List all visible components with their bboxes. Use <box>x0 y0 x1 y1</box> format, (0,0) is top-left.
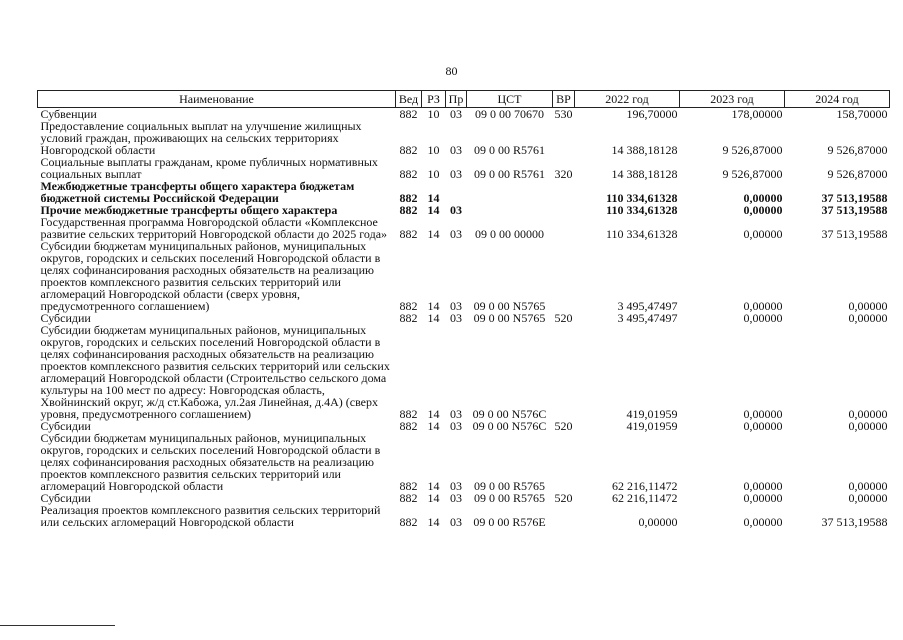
table-row <box>38 324 890 420</box>
row-2022-value: 196,70000 <box>626 107 678 121</box>
row-name: Субсидии бюджетам муниципальных районов, муниципальных округов, городских и сельских поселений Новгородской области в целях софинансирования расходных обязательств на реализацию проектов комплексного развития сельских территорий или агломераций Новгородской области (сверх уровня, предусмотренного соглашением) <box>40 239 381 313</box>
row-2023-value: 0,00000 <box>743 227 783 241</box>
row-2023-value: 0,00000 <box>743 515 783 529</box>
row-2024-value: 0,00000 <box>848 311 888 325</box>
header-cst: ЦСТ <box>467 91 553 108</box>
row-vr <box>553 180 575 204</box>
row-2023-value: 0,00000 <box>743 203 783 217</box>
row-ved: 882 <box>399 311 418 325</box>
row-2023-value: 0,00000 <box>743 191 783 205</box>
row-name: Субсидии бюджетам муниципальных районов, муниципальных округов, городских и сельских поселений Новгородской области в целях софинансирования расходных обязательств на реализацию проектов комплексного развития сельских территорий или агломераций Новгородской области <box>40 431 381 493</box>
row-2024-value: 0,00000 <box>848 491 888 505</box>
row-2022-value: 62 216,11472 <box>611 479 678 493</box>
footer-divider <box>0 625 115 626</box>
table-row <box>38 180 890 204</box>
row-cst <box>467 180 553 204</box>
row-cst <box>467 204 553 216</box>
row-2022-value: 110 334,61328 <box>606 203 678 217</box>
row-2024-value: 0,00000 <box>848 299 888 313</box>
row-rz: 14 <box>427 203 440 217</box>
table-row <box>38 240 890 312</box>
row-2022-value: 419,01959 <box>626 407 678 421</box>
row-vr <box>553 240 575 312</box>
row-cst: 09 0 00 N5765 <box>473 311 546 325</box>
row-pr: 03 <box>450 143 462 157</box>
row-2022-value: 110 334,61328 <box>606 191 678 205</box>
row-2022-value: 419,01959 <box>626 419 678 433</box>
row-2022-value: 0,00000 <box>638 515 678 529</box>
row-name: Реализация проектов комплексного развития сельских территорий или сельских агломераций Новгородской области <box>40 503 381 529</box>
row-2022-value: 3 495,47497 <box>617 311 678 325</box>
row-2022-value: 62 216,11472 <box>611 491 678 505</box>
row-rz: 14 <box>427 515 440 529</box>
row-ved: 882 <box>399 227 418 241</box>
row-ved: 882 <box>399 299 418 313</box>
header-name: Наименование <box>38 91 396 108</box>
row-2024-value: 9 526,87000 <box>827 143 888 157</box>
row-rz: 14 <box>427 311 440 325</box>
row-name: Субсидии <box>40 419 91 433</box>
row-name: Субсидии <box>40 491 91 505</box>
table-row <box>38 216 890 240</box>
header-rz: РЗ <box>422 91 446 108</box>
row-pr: 03 <box>450 107 462 121</box>
row-ved: 882 <box>399 479 418 493</box>
row-2022-value: 3 495,47497 <box>617 299 678 313</box>
row-cst: 09 0 00 R5761 <box>473 143 545 157</box>
row-ved: 882 <box>399 515 418 529</box>
row-rz: 14 <box>427 407 440 421</box>
row-vr <box>553 432 575 492</box>
row-cst: 09 0 00 R5765 <box>473 491 545 505</box>
row-rz: 14 <box>427 227 440 241</box>
table-header-row <box>38 91 890 108</box>
row-2022-value: 110 334,61328 <box>605 227 678 241</box>
row-pr: 03 <box>450 311 462 325</box>
row-name: Государственная программа Новгородской области «Комплексное развитие сельских территорий Новгородской области до 2025 года» <box>40 215 388 241</box>
header-ved: Вед <box>396 91 422 108</box>
row-2023-value: 178,00000 <box>731 107 783 121</box>
row-2024-value: 37 513,19588 <box>821 203 888 217</box>
row-cst: 09 0 00 R5765 <box>473 479 545 493</box>
row-rz: 14 <box>427 491 440 505</box>
header-2022: 2022 год <box>575 91 680 108</box>
row-name: Субвенции <box>40 107 97 121</box>
row-vr: 520 <box>554 311 573 325</box>
row-vr: 520 <box>554 491 573 505</box>
row-vr: 320 <box>554 167 573 181</box>
row-2023-value: 9 526,87000 <box>722 143 783 157</box>
row-name: Межбюджетные трансферты общего характера бюджетам бюджетной системы Российской Федерации <box>40 179 355 205</box>
row-vr: 520 <box>554 419 573 433</box>
row-2024-value: 37 513,19588 <box>821 227 888 241</box>
row-rz: 14 <box>427 191 440 205</box>
row-2023-value: 0,00000 <box>743 491 783 505</box>
header-2023: 2023 год <box>680 91 785 108</box>
row-2022-value: 14 388,18128 <box>611 143 678 157</box>
row-2023-value: 0,00000 <box>743 311 783 325</box>
row-pr <box>446 180 467 204</box>
row-2024-value: 158,70000 <box>836 107 888 121</box>
row-2024-value: 0,00000 <box>848 479 888 493</box>
budget-table <box>37 90 890 528</box>
table-row <box>38 432 890 492</box>
row-2023-value: 0,00000 <box>743 299 783 313</box>
header-pr: Пр <box>446 91 467 108</box>
row-pr: 03 <box>450 515 462 529</box>
table-row <box>38 504 890 528</box>
row-name: Социальные выплаты гражданам, кроме публичных нормативных социальных выплат <box>40 155 378 181</box>
row-2023-value: 0,00000 <box>743 407 783 421</box>
row-ved: 882 <box>399 143 418 157</box>
row-vr: 530 <box>554 107 573 121</box>
row-2024-value: 37 513,19588 <box>821 191 888 205</box>
row-vr <box>553 216 575 240</box>
row-2023-value: 9 526,87000 <box>722 167 783 181</box>
row-ved: 882 <box>399 407 418 421</box>
row-2024-value: 0,00000 <box>848 407 888 421</box>
header-2024: 2024 год <box>785 91 890 108</box>
row-name: Прочие межбюджетные трансферты общего характера <box>40 203 338 217</box>
row-pr: 03 <box>450 227 462 241</box>
row-name: Субсидии бюджетам муниципальных районов, муниципальных округов, городских и сельских поселений Новгородской области в целях софинансирования расходных обязательств на реализацию проектов комплексного развития сельских территорий или сельских агломераций Новгородской области (Строительство сельского дома культуры на 100 мест по адресу: Новгородская область, Хвойнинский округ, ж/д ст.Кабожа, ул.2ая Линейная, д.4А) (сверх уровня, предусмотренного соглашением) <box>40 323 390 421</box>
table-row <box>38 120 890 156</box>
row-name: Предоставление социальных выплат на улучшение жилищных условий граждан, проживающих на сельских территориях Новгородской области <box>40 119 362 157</box>
row-ved: 882 <box>399 491 418 505</box>
page-number: 80 <box>445 64 458 78</box>
row-2024-value: 9 526,87000 <box>827 167 888 181</box>
row-pr: 03 <box>450 203 462 217</box>
row-cst: 09 0 00 00000 <box>475 227 544 241</box>
row-vr <box>553 504 575 528</box>
row-2024-value: 37 513,19588 <box>821 515 888 529</box>
row-rz: 10 <box>427 107 440 121</box>
row-2024-value: 0,00000 <box>848 419 888 433</box>
row-pr: 03 <box>450 479 462 493</box>
row-ved: 882 <box>399 167 418 181</box>
row-cst: 09 0 00 R5761 <box>473 167 545 181</box>
row-name: Субсидии <box>40 311 91 325</box>
row-2023-value: 0,00000 <box>743 419 783 433</box>
row-vr <box>553 204 575 216</box>
row-ved: 882 <box>399 191 418 205</box>
table-body <box>38 108 890 529</box>
row-2023-value: 0,00000 <box>743 479 783 493</box>
row-rz: 14 <box>427 479 440 493</box>
row-ved: 882 <box>399 203 418 217</box>
row-cst: 09 0 00 70670 <box>475 107 544 121</box>
row-rz: 10 <box>427 143 440 157</box>
row-cst: 09 0 00 N5765 <box>473 299 546 313</box>
header-vr: ВР <box>553 91 575 108</box>
row-vr <box>553 120 575 156</box>
row-pr: 03 <box>450 299 462 313</box>
row-rz: 14 <box>427 419 440 433</box>
row-pr: 03 <box>450 167 462 181</box>
row-rz: 10 <box>427 167 440 181</box>
row-pr: 03 <box>450 491 462 505</box>
row-cst: 09 0 00 N576C <box>472 419 547 433</box>
row-pr: 03 <box>450 407 462 421</box>
row-pr: 03 <box>450 419 462 433</box>
row-rz: 14 <box>427 299 440 313</box>
row-cst: 09 0 00 N576C <box>472 407 547 421</box>
table-row <box>38 156 890 180</box>
row-ved: 882 <box>399 107 418 121</box>
row-2022-value: 14 388,18128 <box>611 167 678 181</box>
row-ved: 882 <box>399 419 418 433</box>
row-cst: 09 0 00 R576E <box>473 515 546 529</box>
row-vr <box>553 324 575 420</box>
